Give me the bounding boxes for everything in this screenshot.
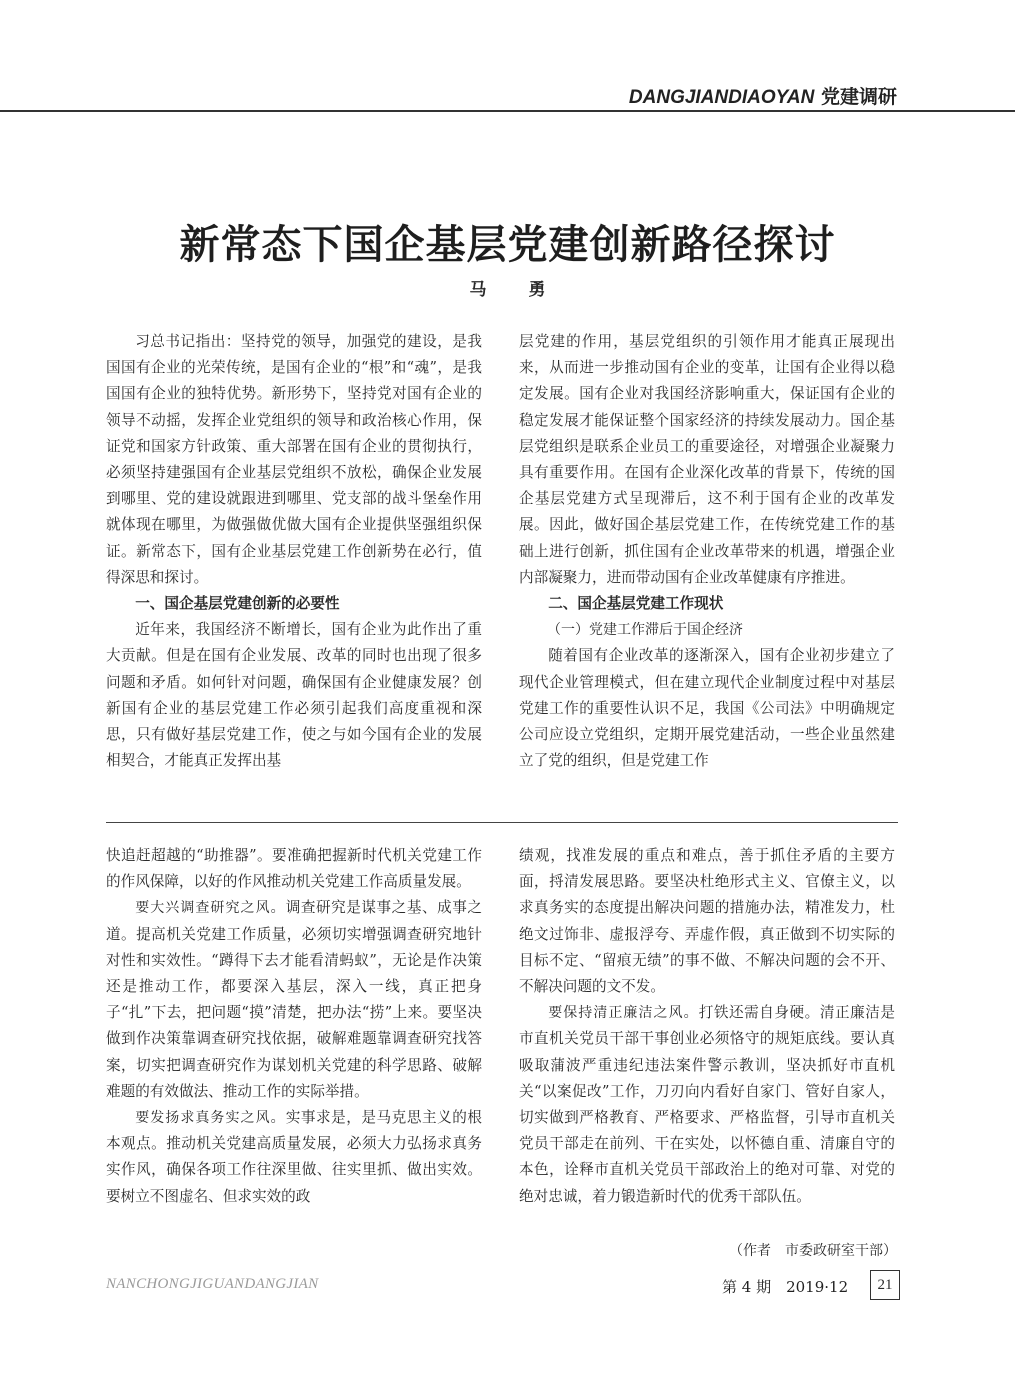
article-author: 马 勇 xyxy=(469,280,564,300)
paragraph: 层党建的作用，基层党组织的引领作用才能真正展现出来，从而进一步推动国有企业的变革，让国有企业得以稳定发展。国有企业对我国经济影响重大，保证国有企业的稳定发展才能保证整个国家经济的持续发展动力。国企基层党组织是联系企业员工的重要途径，对增强企业凝聚力具有重要作用。在国有企业深化改革的背景下，传统的国企基层党建方式呈现滞后，这不利于国有企业的改革发展。因此，做好国企基层党建工作，在传统党建工作的基础上进行创新，抓住国有企业改革带来的机遇，增强企业内部凝聚力，进而带动国有企业改革健康有序推进。 xyxy=(519,333,895,586)
section-heading: 二、国企基层党建工作现状 xyxy=(548,595,724,613)
article-column-left xyxy=(106,329,482,774)
paragraph-text: 实事求是，是马克思主义的根本观点。推动机关党建高质量发展，必须大力弘扬求真务实作风，确保各项工作往深里做、往实里抓、做出实效。要树立不图虚名、但求实效的政 xyxy=(106,1109,482,1205)
paragraph: 快追赶超越的“助推器”。要准确把握新时代机关党建工作的作风保障，以好的作风推动机关党建工作高质量发展。 xyxy=(106,847,482,891)
header-rule xyxy=(0,110,1015,112)
paragraph xyxy=(106,1105,482,1210)
keyword-lead: 要保持清正廉洁之风。 xyxy=(548,1005,699,1022)
footer-journal-name: NANCHONGJIGUANDANGJIAN xyxy=(106,1276,319,1292)
continuation-column-left xyxy=(106,843,482,1210)
article-column-right xyxy=(519,329,895,774)
subsection-heading: （一）党建工作滞后于国企经济 xyxy=(547,622,743,639)
author-note: （作者 市委政研室干部） xyxy=(729,1243,897,1259)
paragraph: 近年来，我国经济不断增长，国有企业为此作出了重大贡献。但是在国有企业发展、改革的同时也出现了很多问题和矛盾。如何针对问题，确保国有企业健康发展？创新国有企业的基层党建工作必须引起我们高度重视和深思，只有做好基层党建工作，使之与如今国有企业的发展相契合，才能真正发挥出基 xyxy=(106,621,482,770)
paragraph: 随着国有企业改革的逐渐深入，国有企业初步建立了现代企业管理模式，但在建立现代企业制度过程中对基层党建工作的重要性认识不足，我国《公司法》中明确规定公司应设立党组织，定期开展党建活动，一些企业虽然建立了党的组织，但是党建工作 xyxy=(519,647,895,770)
footer-issue: 第 4 期 2019·12 xyxy=(722,1278,849,1296)
keyword-lead: 要发扬求真务实之风。 xyxy=(135,1110,286,1127)
page-number: 21 xyxy=(870,1270,900,1300)
paragraph: 绩观，找准发展的重点和难点，善于抓住矛盾的主要方面，捋清发展思路。要坚决杜绝形式主义、官僚主义，以求真务实的态度提出解决问题的措施办法，精准发力，杜绝文过饰非、虚报浮夸、弄虚作假，真正做到不切实际的目标不定、“留痕无绩”的事不做、不解决问题的会不开、不解决问题的文不发。 xyxy=(519,847,895,996)
header-section: 党建调研 xyxy=(820,86,897,108)
paragraph xyxy=(106,895,482,1105)
running-header xyxy=(629,82,897,109)
paragraph xyxy=(519,1000,895,1210)
header-pinyin: DANGJIANDIAOYAN xyxy=(628,87,815,108)
section-heading: 一、国企基层党建创新的必要性 xyxy=(135,595,340,613)
keyword-lead: 要大兴调查研究之风。 xyxy=(135,900,286,917)
paragraph-text: 打铁还需自身硬。清正廉洁是市直机关党员干部干事创业必须恪守的规矩底线。要认真吸取蒲波严重违纪违法案件警示教训，坚决抓好市直机关“以案促改”工作，刀刃向内看好自家门、管好自家人，切实做到严格教育、严格要求、严格监督，引导市直机关党员干部走在前列、干在实处，以怀德自重、清廉自守的本色，诠释市直机关党员干部政治上的绝对可靠、对党的绝对忠诚，着力锻造新时代的优秀干部队伍。 xyxy=(519,1004,895,1205)
paragraph-text: 调查研究是谋事之基、成事之道。提高机关党建工作质量，必须切实增强调查研究地针对性和实效性。“蹲得下去才能看清蚂蚁”，无论是作决策还是推动工作，都要深入基层，深入一线，真正把身子“扎”下去，把问题“摸”清楚，把办法“捞”上来。要坚决做到作决策靠调查研究找依据，破解难题靠调查研究找答案，切实把调查研究作为谋划机关党建的科学思路、破解难题的有效做法、推动工作的实际举措。 xyxy=(106,899,482,1100)
continuation-column-right xyxy=(519,843,895,1210)
article-title: 新常态下国企基层党建创新路径探讨 xyxy=(179,221,836,268)
paragraph: 习总书记指出：坚持党的领导，加强党的建设，是我国国有企业的光荣传统，是国有企业的“根”和“魂”，是我国国有企业的独特优势。新形势下，坚持党对国有企业的领导不动摇，发挥企业党组织的领导和政治核心作用，保证党和国家方针政策、重大部署在国有企业的贯彻执行，必须坚持建强国有企业基层党组织不放松，确保企业发展到哪里、党的建设就跟进到哪里、党支部的战斗堡垒作用就体现在哪里，为做强做优做大国有企业提供坚强组织保证。新常态下，国有企业基层党建工作创新势在必行，值得深思和探讨。 xyxy=(106,333,482,586)
section-divider xyxy=(106,822,898,823)
